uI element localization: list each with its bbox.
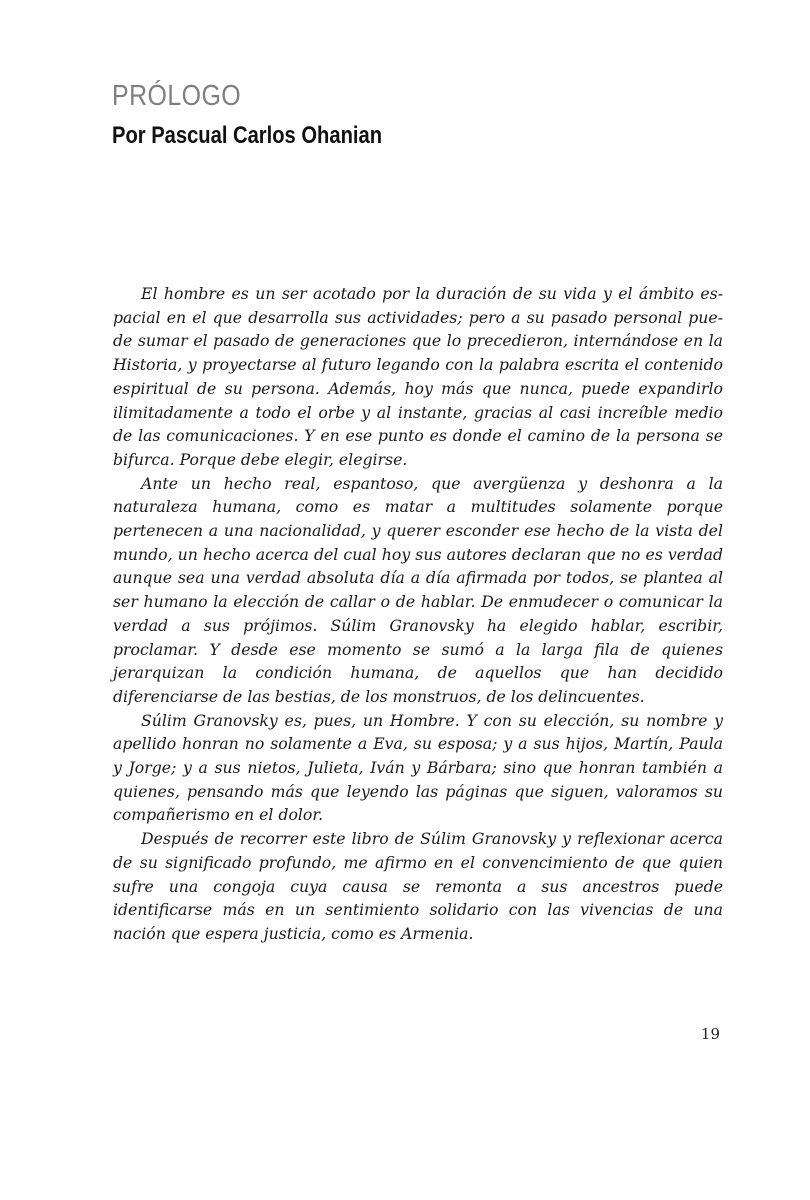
chapter-author: Por Pascual Carlos Ohanian [112,122,383,149]
page-number: 19 [700,1025,720,1043]
paragraph: Ante un hecho real, espantoso, que avergüenza y deshonra a la naturaleza humana, como es matar a multitudes solamente porque pertenecen a una nacionalidad, y querer esconder ese hecho de la vista del mundo, un hecho acerca del cual hoy sus autores declaran que no es verdad aunque sea una verdad absoluta día a día afirmada por todos, se plantea al ser humano la elección de callar o de hablar. De enmudecer o comunicar la verdad a sus prójimos. Súlim Granovsky ha elegido hablar, escribir, proclamar. Y desde ese momento se sumó a la larga fila de quienes jerarquizan la condición humana, de aquellos que han decidido diferenciarse de las bestias, de los monstruos, de los delincuentes. [113,473,723,706]
prologue-body [113,282,723,946]
chapter-title: PRÓLOGO [112,80,242,112]
paragraph: El hombre es un ser acotado por la duración de su vida y el ámbito espacial en el que desarrolla sus actividades; pero a su pasado personal puede sumar el pasado de generaciones que lo precedieron, internándose en la Historia, y proyectarse al futuro legando con la palabra escrita el contenido espiritual de su persona. Además, hoy más que nunca, puede expandirlo ilimitadamente a todo el orbe y al instante, gracias al casi increíble medio de las comunicaciones. Y en ese punto es donde el camino de la persona se bifurca. Porque debe elegir, elegirse. [113,284,723,469]
paragraph: Súlim Granovsky es, pues, un Hombre. Y con su elección, su nombre y apellido honran no solamente a Eva, su esposa; y a sus hijos, Martín, Paula y Jorge; y a sus nietos, Julieta, Iván y Bárbara; sino que honran también a quienes, pensando más que leyendo las páginas que siguen, valoramos su compañerismo en el dolor. [113,710,723,825]
paragraph: Después de recorrer este libro de Súlim Granovsky y reflexionar acerca de su significado profundo, me afirmo en el convencimiento de que quien sufre una congoja cuya causa se remonta a sus ancestros puede identificarse más en un sentimiento solidario con las vivencias de una nación que espera justicia, como es Armenia. [113,829,723,943]
